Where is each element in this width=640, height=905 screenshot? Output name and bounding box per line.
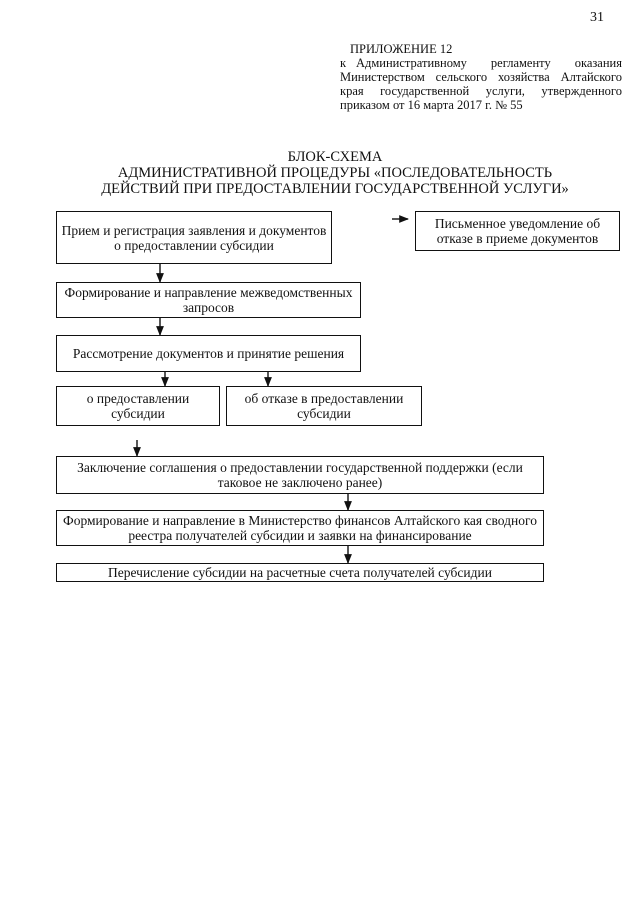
decision-grant: о предоставлении субсидии [56,386,220,426]
appendix-line-1 [340,56,622,70]
heading-line-2: АДМИНИСТРАТИВНОЙ ПРОЦЕДУРЫ «ПОСЛЕДОВАТЕЛЬНОСТЬ [117,165,553,181]
appendix-lead-k: к [340,56,347,70]
appendix-lead-text: Административному регламенту оказания [356,56,622,70]
decision-refuse: об отказе в предоставлении субсидии [226,386,422,426]
step-transfer-subsidy: Перечисление субсидии на расчетные счета получателей субсидии [56,563,544,582]
step-review-decision: Рассмотрение документов и принятие решения [56,335,361,372]
step-interdepartmental-requests: Формирование и направление межведомственных запросов [56,282,361,318]
flowchart-heading [60,149,610,197]
box-refusal-notice: Письменное уведомление об отказе в приеме документов [415,211,620,251]
appendix-title: ПРИЛОЖЕНИЕ 12 [350,42,453,56]
heading-line-3: ДЕЙСТВИЙ ПРИ ПРЕДОСТАВЛЕНИИ ГОСУДАРСТВЕННОЙ УСЛУГИ» [101,181,569,197]
heading-line-1: БЛОК-СХЕМА [287,149,383,165]
appendix-header [340,42,622,112]
step-receive-register: Прием и регистрация заявления и документов о предоставлении субсидии [56,211,332,264]
appendix-line-2: Министерством сельского хозяйства Алтайского [340,70,622,84]
step-conclude-agreement: Заключение соглашения о предоставлении государственной поддержки (если таковое не заключено ранее) [56,456,544,494]
page-number: 31 [590,10,604,25]
appendix-line-3: края государственной услуги, утвержденного [340,84,622,98]
appendix-line-4: приказом от 16 марта 2017 г. № 55 [340,98,523,112]
step-register-finance-request: Формирование и направление в Министерство финансов Алтайского кая сводного реестра получателей субсидии и заявки на финансирование [56,510,544,546]
